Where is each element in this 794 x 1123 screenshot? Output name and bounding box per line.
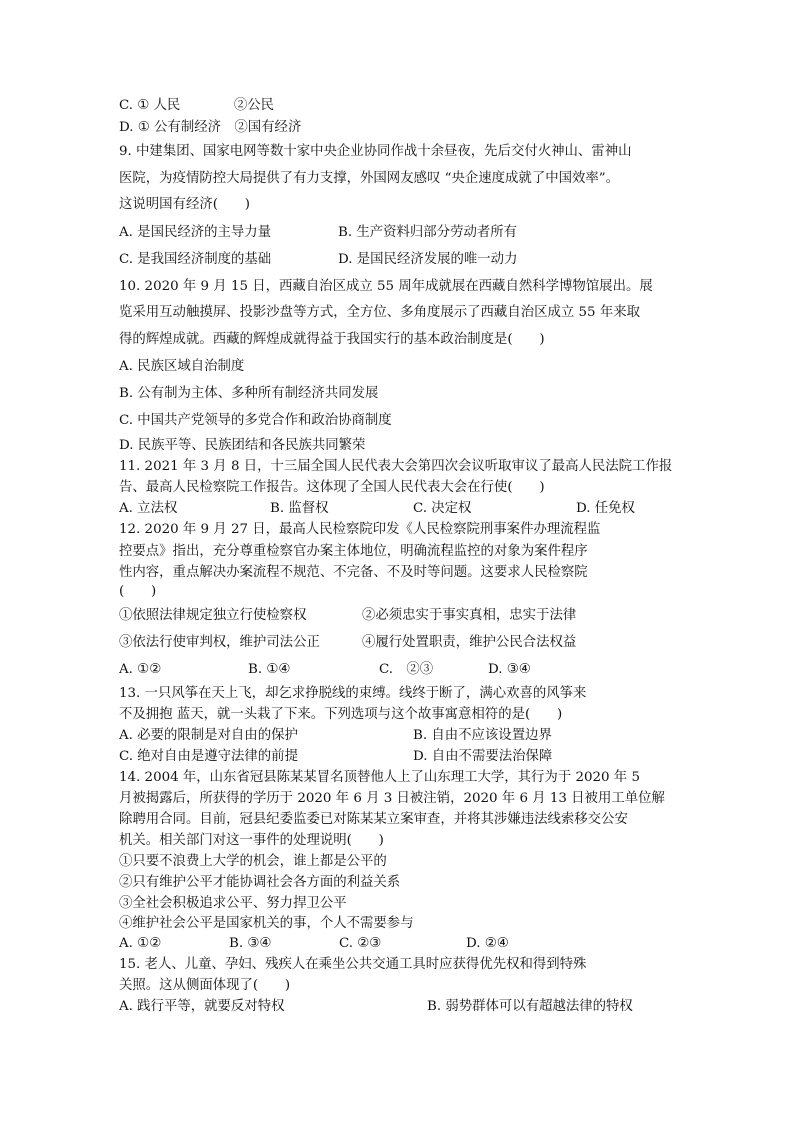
q11-option-d: D. 任免权 <box>576 501 635 516</box>
q10-option-d: D. 民族平等、民族团结和各民族共同繁荣 <box>119 438 366 453</box>
q10-option-a: A. 民族区域自治制度 <box>119 359 245 374</box>
q11-stem-line-2: 告、最高人民检察院工作报告。这体现了全国人民代表大会在行使( ) <box>119 480 545 495</box>
q12-stem-line-4: ( ) <box>119 584 157 599</box>
q14-stem-line-3: 除聘用合同。目前，冠县纪委监委已对陈某某立案审查，并将其涉嫌违法线索移交公安 <box>119 812 628 827</box>
q9-stem-line-2: 医院，为疫情防控大局提供了有力支撑，外国网友感叹 “央企速度成就了中国效率”。 <box>119 171 620 186</box>
q12-stem-line-2: 控要点》指出，充分尊重检察官办案主体地位，明确流程监控的对象为案件程序 <box>119 544 588 559</box>
q9-option-a: A. 是国民经济的主导力量 <box>119 225 272 240</box>
q12-option-d: D. ③④ <box>488 662 531 677</box>
q12-statement-2: ②必须忠实于事实真相，忠实于法律 <box>362 608 577 623</box>
q11-option-b: B. 监督权 <box>270 501 329 516</box>
q13-stem-line-1: 13. 一只风筝在天上飞，却乞求挣脱线的束缚。线终于断了，满心欢喜的风筝来 <box>119 686 587 701</box>
q11-option-a: A. 立法权 <box>119 501 178 516</box>
q14-option-a: A. ①② <box>119 936 162 951</box>
q12-statement-4: ④履行处置职责，维护公民合法权益 <box>362 635 577 650</box>
q14-statement-3: ③全社会积极追求公平、努力捍卫公平 <box>119 896 347 911</box>
q9-option-b: B. 生产资料归部分劳动者所有 <box>338 225 518 240</box>
q14-statement-1: ①只要不浪费上大学的机会，谁上都是公平的 <box>119 854 387 869</box>
q9-stem-line-3: 这说明国有经济( ) <box>119 197 250 212</box>
q14-option-d: D. ②④ <box>466 936 509 951</box>
q13-option-d: D. 自由不需要法治保障 <box>413 749 553 764</box>
q13-option-c: C. 绝对自由是遵守法律的前提 <box>119 749 298 764</box>
q12-statement-3: ③依法行使审判权，维护司法公正 <box>119 635 320 650</box>
q14-stem-line-4: 机关。相关部门对这一事件的处理说明( ) <box>119 833 384 848</box>
q10-stem-line-3: 得的辉煌成就。西藏的辉煌成就得益于我国实行的基本政治制度是( ) <box>119 332 545 347</box>
q12-option-a: A. ①② <box>119 662 162 677</box>
q14-option-c: C. ②③ <box>339 936 382 951</box>
q8-option-d: D. ① 公有制经济 ②国有经济 <box>119 120 302 135</box>
q12-option-c: C. ②③ <box>379 662 434 677</box>
q10-option-c: C. 中国共产党领导的多党合作和政治协商制度 <box>119 413 392 428</box>
q13-option-a: A. 必要的限制是对自由的保护 <box>119 728 298 743</box>
q12-statement-1: ①依照法律规定独立行使检察权 <box>119 608 307 623</box>
q12-stem-line-1: 12. 2020 年 9 月 27 日，最高人民检察院印发《人民检察院刑事案件办理流程监 <box>119 522 601 537</box>
q14-stem-line-1: 14. 2004 年，山东省冠县陈某某冒名顶替他人上了山东理工大学，其行为于 2020 年 5 <box>119 770 640 785</box>
q9-option-d: D. 是国民经济发展的唯一动力 <box>338 252 518 267</box>
q14-option-b: B. ③④ <box>229 936 272 951</box>
q12-stem-line-3: 性内容，重点解决办案流程不规范、不完备、不及时等问题。这要求人民检察院 <box>119 565 588 580</box>
q15-stem-line-1: 15. 老人、儿童、孕妇、残疾人在乘坐公共交通工具时应获得优先权和得到特殊 <box>119 957 587 972</box>
q14-statement-2: ②只有维护公平才能协调社会各方面的利益关系 <box>119 875 401 890</box>
q10-option-b: B. 公有制为主体、多种所有制经济共同发展 <box>119 386 379 401</box>
q13-option-b: B. 自由不应该设置边界 <box>413 728 552 743</box>
q14-statement-4: ④维护社会公平是国家机关的事，个人不需要参与 <box>119 916 414 931</box>
q11-option-c: C. 决定权 <box>413 501 472 516</box>
q11-stem-line-1: 11. 2021 年 3 月 8 日，十三届全国人民代表大会第四次会议听取审议了最高人民法院工作报 <box>119 459 673 474</box>
q10-stem-line-2: 览采用互动触摸屏、投影沙盘等方式，全方位、多角度展示了西藏自治区成立 55 年来取 <box>119 305 641 320</box>
q12-option-b: B. ①④ <box>248 662 291 677</box>
q14-stem-line-2: 月被揭露后，所获得的学历于 2020 年 6 月 3 日被注销，2020 年 6 月 13 日被用工单位解 <box>119 791 665 806</box>
q9-stem-line-1: 9. 中建集团、国家电网等数十家中央企业协同作战十余昼夜，先后交付火神山、雷神山 <box>119 144 632 159</box>
q15-stem-line-2: 关照。这从侧面体现了( ) <box>119 978 291 993</box>
q10-stem-line-1: 10. 2020 年 9 月 15 日，西藏自治区成立 55 周年成就展在西藏自然科学博物馆展出。展 <box>119 279 653 294</box>
q9-option-c: C. 是我国经济制度的基础 <box>119 252 272 267</box>
q15-option-b: B. 弱势群体可以有超越法律的特权 <box>427 999 633 1014</box>
q15-option-a: A. 践行平等，就要反对特权 <box>119 999 285 1014</box>
q8-option-c: C. ① 人民 ②公民 <box>119 98 275 113</box>
q13-stem-line-2: 不及拥抱 蓝天，就一头栽了下来。下列选项与这个故事寓意相符的是( ) <box>119 707 563 722</box>
